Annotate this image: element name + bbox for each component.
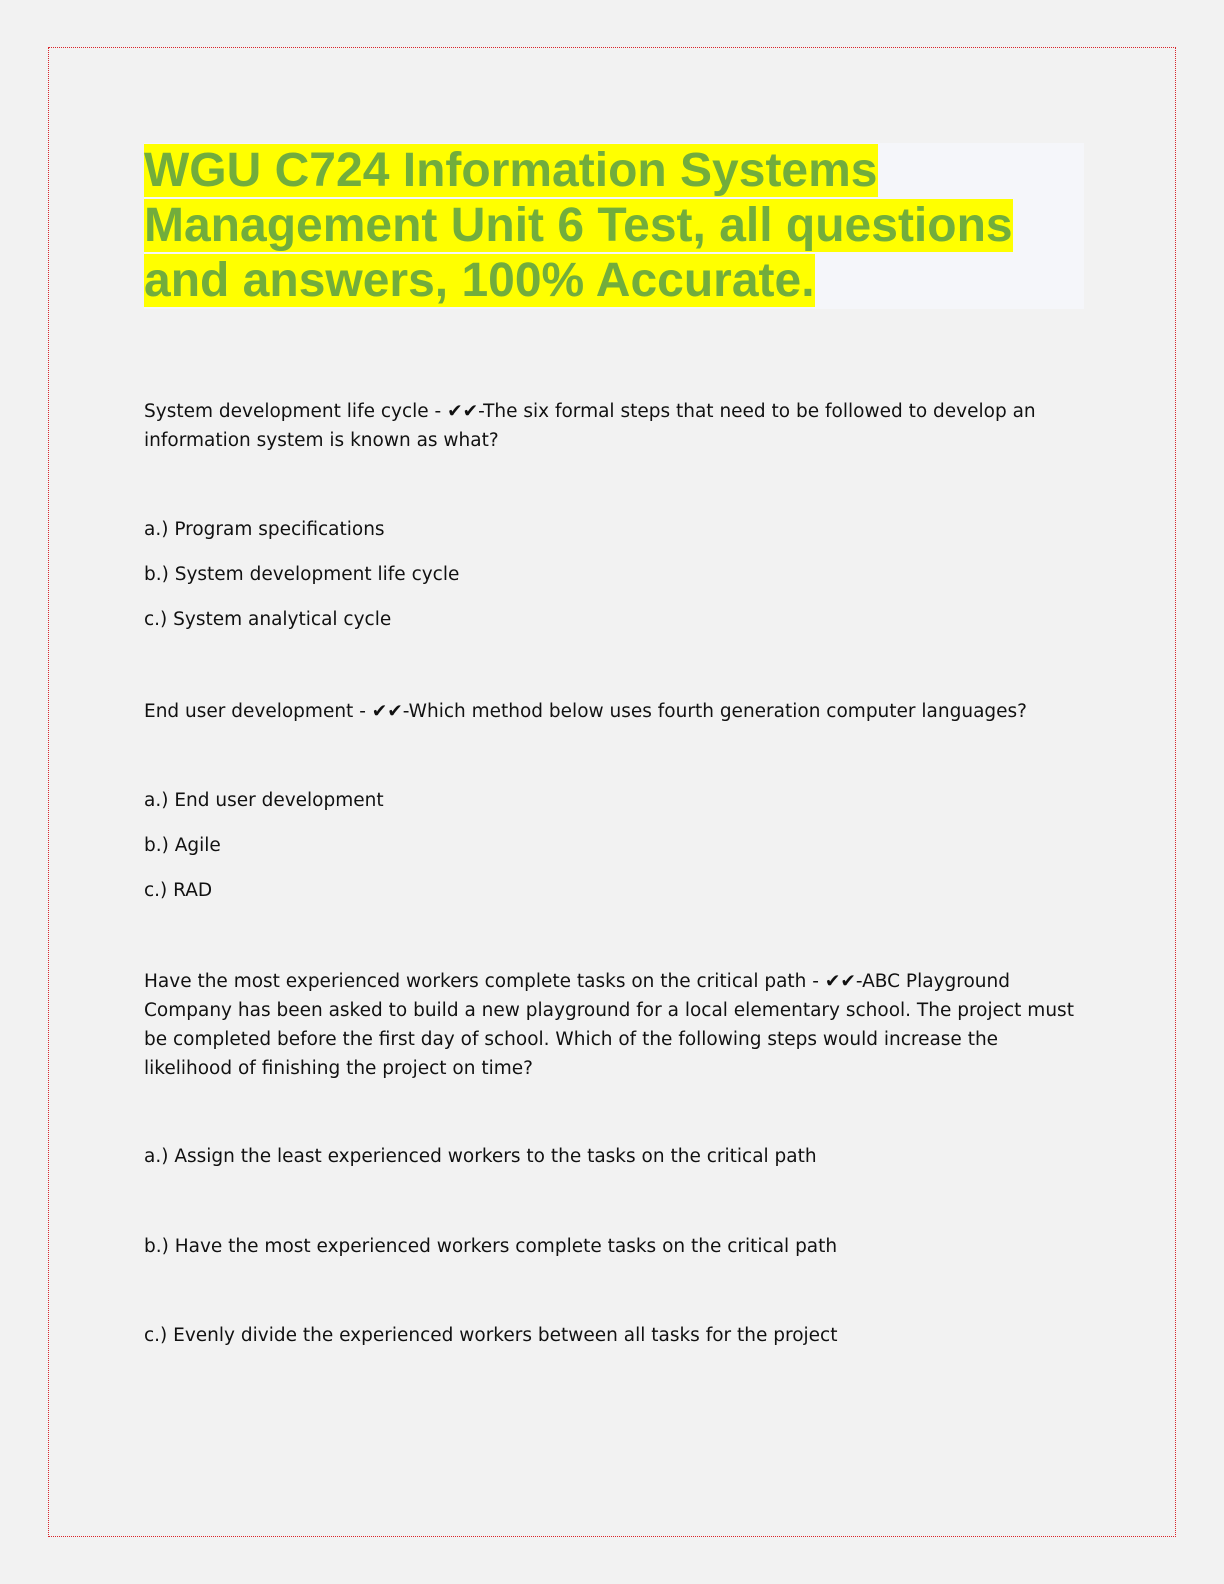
question-1: System development life cycle - ✔✔-The six formal steps that need to be followed to develop an information system is known as what?: [144, 401, 1036, 451]
document-title: [144, 143, 1084, 308]
question-3-option-c: c.) Evenly divide the experienced workers between all tasks for the project: [144, 1325, 838, 1346]
question-1-option-b: b.) System development life cycle: [144, 564, 460, 585]
question-2-option-a: a.) End user development: [144, 790, 384, 811]
question-1-option-a: a.) Program specifications: [144, 519, 385, 540]
title-block: [144, 143, 1084, 309]
question-2-option-b: b.) Agile: [144, 835, 221, 856]
question-2-option-c: c.) RAD: [144, 880, 213, 901]
question-3-option-b: b.) Have the most experienced workers complete tasks on the critical path: [144, 1236, 838, 1257]
question-2: End user development - ✔✔-Which method below uses fourth generation computer languages?: [144, 701, 1027, 722]
title-line-3: and answers, 100% Accurate.: [144, 254, 815, 307]
title-line-1: WGU C724 Information Systems: [144, 144, 878, 197]
question-3-option-a: a.) Assign the least experienced workers to the tasks on the critical path: [144, 1146, 817, 1167]
question-3: Have the most experienced workers complete tasks on the critical path - ✔✔-ABC Playground Company has been asked to build a new playground for a local elementary school. The project must be completed before the first day of school. Which of the following steps would increase the likelihood of finishing the project on time?: [144, 971, 1074, 1079]
question-1-option-c: c.) System analytical cycle: [144, 609, 392, 630]
title-line-2: Management Unit 6 Test, all questions: [144, 199, 1013, 252]
